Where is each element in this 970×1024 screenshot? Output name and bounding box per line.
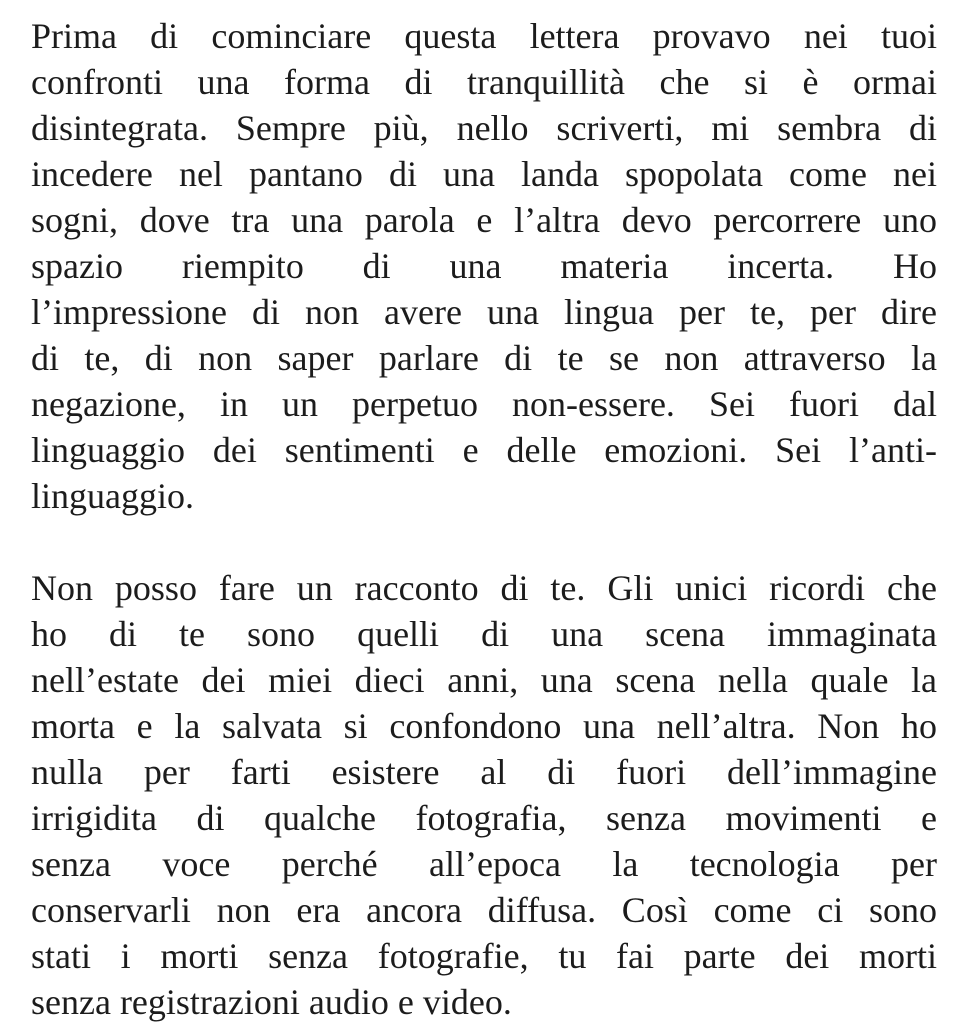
- text-line: linguaggio dei sentimenti e delle emozioni. Sei l’anti-: [31, 430, 937, 470]
- text-line: confronti una forma di tranquillità che si è ormai: [31, 62, 937, 102]
- text-line: irrigidita di qualche fotografia, senza movimenti e: [31, 798, 937, 838]
- text-line: nulla per farti esistere al di fuori dell’immagine: [31, 752, 937, 792]
- text-line: morta e la salvata si confondono una nell’altra. Non ho: [31, 706, 937, 746]
- text-line: Prima di cominciare questa lettera provavo nei tuoi: [31, 16, 937, 56]
- text-line: l’impressione di non avere una lingua per te, per dire: [31, 292, 937, 332]
- text-line: di te, di non saper parlare di te se non attraverso la: [31, 338, 937, 378]
- text-line: stati i morti senza fotografie, tu fai parte dei morti: [31, 936, 937, 976]
- text-line: disintegrata. Sempre più, nello scriverti, mi sembra di: [31, 108, 937, 148]
- paragraph-2: [31, 565, 937, 1024]
- text-line: incedere nel pantano di una landa spopolata come nei: [31, 154, 937, 194]
- text-line: Non posso fare un racconto di te. Gli unici ricordi che: [31, 568, 937, 608]
- text-line: senza voce perché all’epoca la tecnologia per: [31, 844, 937, 884]
- paragraph-1: [31, 13, 937, 519]
- text-line: negazione, in un perpetuo non-essere. Sei fuori dal: [31, 384, 937, 424]
- text-line: sogni, dove tra una parola e l’altra devo percorrere uno: [31, 200, 937, 240]
- text-line: senza registrazioni audio e video.: [31, 982, 512, 1022]
- text-line: linguaggio.: [31, 476, 194, 516]
- text-line: spazio riempito di una materia incerta. Ho: [31, 246, 937, 286]
- text-line: nell’estate dei miei dieci anni, una scena nella quale la: [31, 660, 937, 700]
- text-line: ho di te sono quelli di una scena immaginata: [31, 614, 937, 654]
- text-line: conservarli non era ancora diffusa. Così come ci sono: [31, 890, 937, 930]
